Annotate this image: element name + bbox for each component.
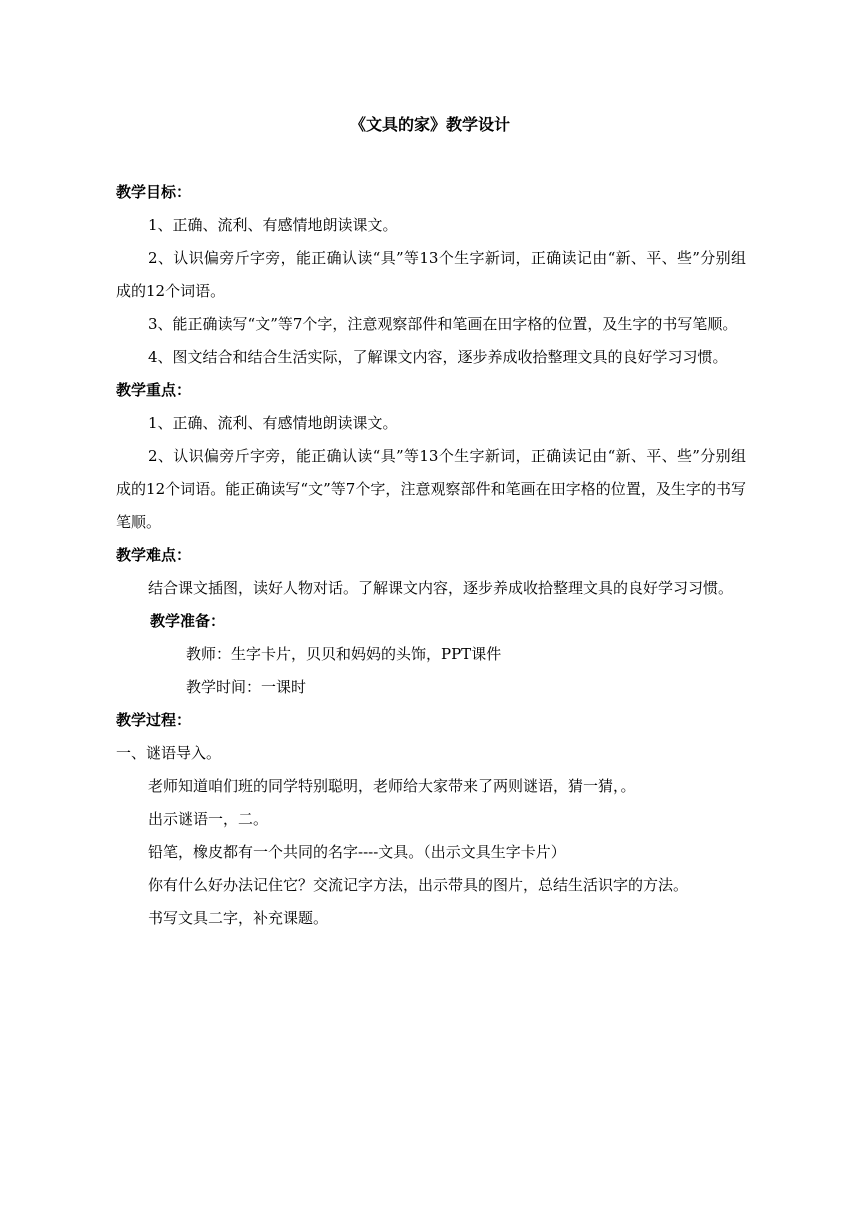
document-title: 《文具的家》教学设计 [349,115,510,134]
process-item-4: 你有什么好办法记住它？交流记字方法，出示带具的图片，总结生活识字的方法。 [148,876,689,894]
preparation-heading: 教学准备： [150,612,226,630]
goal-item-2: 2、认识偏旁斤字旁，能正确认读“具”等13个生字新词，正确读记由“新、平、些”分别组成的12个词语。 [116,249,746,300]
goal-item-1: 1、正确、流利、有感情地朗读课文。 [148,216,398,234]
process-heading: 教学过程： [116,711,192,729]
key-point-item-1: 1、正确、流利、有感情地朗读课文。 [148,414,398,432]
preparation-item-teacher: 教师：生字卡片，贝贝和妈妈的头饰，PPT课件 [186,645,502,663]
process-item-2: 出示谜语一，二。 [148,810,269,828]
process-item-5: 书写文具二字，补充课题。 [148,909,329,927]
key-point-item-2: 2、认识偏旁斤字旁，能正确认读“具”等13个生字新词，正确读记由“新、平、些”分别组成的12个词语。能正确读写“文”等7个字，注意观察部件和笔画在田字格的位置，及生字的书写笔顺。 [116,447,746,531]
document-body [116,176,746,935]
goal-item-4: 4、图文结合和结合生活实际，了解课文内容，逐步养成收拾整理文具的良好学习习惯。 [148,348,728,366]
key-points-heading: 教学重点： [116,381,192,399]
difficulties-heading: 教学难点： [116,546,192,564]
difficulty-item-1: 结合课文插图，读好人物对话。了解课文内容，逐步养成收拾整理文具的良好学习习惯。 [148,579,734,597]
process-step-one: 一、谜语导入。 [116,744,222,762]
goals-heading: 教学目标： [116,183,192,201]
preparation-item-time: 教学时间：一课时 [186,678,307,696]
process-item-3: 铅笔，橡皮都有一个共同的名字----文具。（出示文具生字卡片） [148,843,566,861]
process-item-1: 老师知道咱们班的同学特别聪明，老师给大家带来了两则谜语，猜一猜，。 [148,777,636,795]
goal-item-3: 3、能正确读写“文”等7个字，注意观察部件和笔画在田字格的位置，及生字的书写笔顺。 [148,315,738,333]
